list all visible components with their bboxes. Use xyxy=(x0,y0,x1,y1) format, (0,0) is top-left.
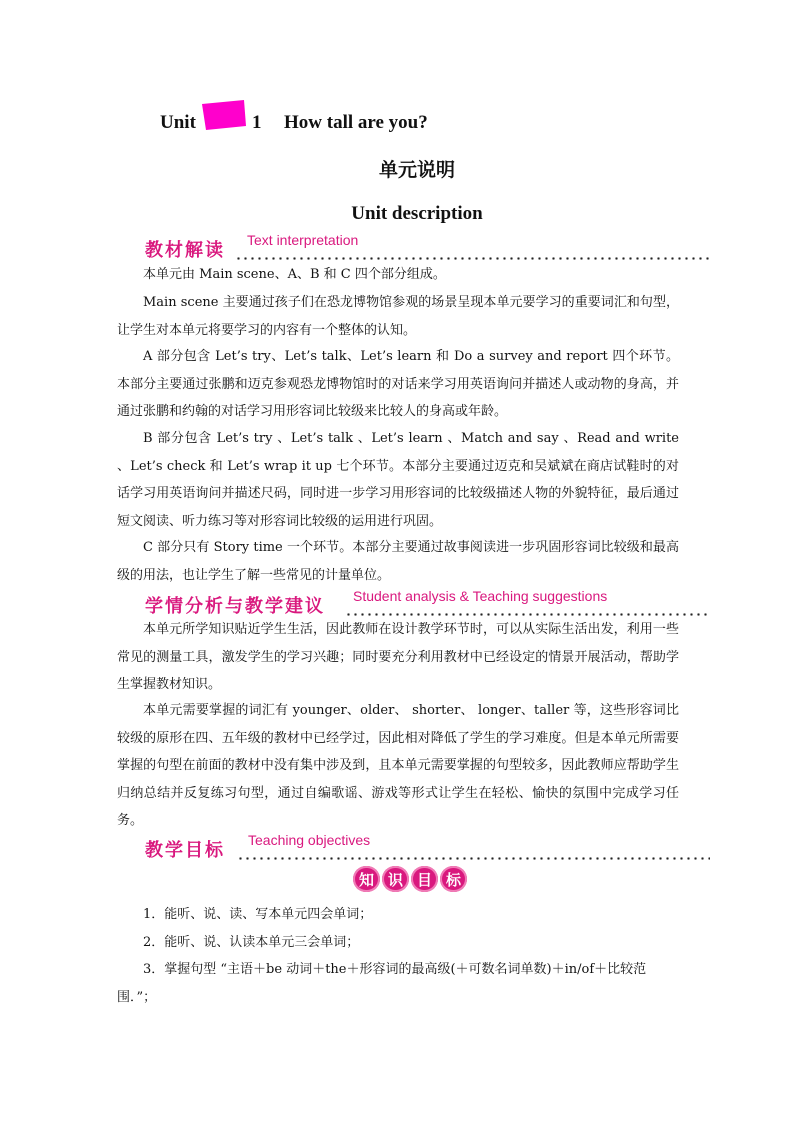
section-title-en: Student analysis & Teaching suggestions xyxy=(353,588,608,604)
badge-char: 目 xyxy=(411,866,438,892)
unit-title-text: How tall are you? xyxy=(284,112,428,133)
objective-item: 2．能听、说、认读本单元三会单词； xyxy=(143,935,360,950)
paragraph: B 部分包含 Let’s try 、Let’s talk 、Let’s learn 、Match and say 、Read and write 、Let’s check 和 Let’s wrap it up 七个环节。本部分主要通过迈克和吴斌斌在商店试鞋时的对话学习用英语询问并描述尺码，同时进一步学习用形容词的比较级描述人物的外貌特征，最后通过短文阅读、听力练习等对形容词比较级的运用进行巩固。 xyxy=(117,431,679,529)
page-title-cn: 单元说明 xyxy=(378,159,455,181)
badge-char: 知 xyxy=(353,866,380,892)
section-title-en: Text interpretation xyxy=(247,232,359,248)
section-title-en: Teaching objectives xyxy=(248,832,371,848)
badge-char: 识 xyxy=(382,866,409,892)
paragraph: 本单元由 Main scene、A、B 和 C 四个部分组成。 xyxy=(143,267,446,282)
unit-word: Unit xyxy=(160,112,196,133)
section-header-text-interpretation xyxy=(145,232,710,264)
section-header-teaching-objectives xyxy=(145,832,710,864)
badge-char: 标 xyxy=(440,866,467,892)
paragraph: 本单元需要掌握的词汇有 younger、older、 shorter、 longer、taller 等，这些形容词比较级的原形在四、五年级的教材中已经学过，因此相对降低了学生的学习难度。但是本单元所需要掌握的句型在前面的教材中没有集中涉及到，且本单元需要掌握的句型较多，因此教师应帮助学生归纳总结并反复练习句型，通过自编歌谣、游戏等形式让学生在轻松、愉快的氛围中完成学习任务。 xyxy=(117,703,679,828)
dotted-divider xyxy=(235,257,710,260)
objective-item: 1．能听、说、读、写本单元四会单词； xyxy=(143,907,373,922)
section-title-cn: 教材解读 xyxy=(145,240,225,261)
unit-number-badge-shape xyxy=(200,98,248,130)
knowledge-objectives-badge xyxy=(353,866,467,894)
paragraph: 本单元所学知识贴近学生生活，因此教师在设计教学环节时，可以从实际生活出发，利用一些常见的测量工具，激发学生的学习兴趣；同时要充分利用教材中已经设定的情景开展活动，帮助学生掌握教材知识。 xyxy=(117,622,679,692)
paragraph: C 部分只有 Story time 一个环节。本部分主要通过故事阅读进一步巩固形容词比较级和最高级的用法，也让学生了解一些常见的计量单位。 xyxy=(117,540,679,583)
page-title-en: Unit description xyxy=(351,203,483,224)
section-title-cn: 学情分析与教学建议 xyxy=(145,596,325,617)
dotted-divider xyxy=(237,857,710,860)
paragraph: Main scene 主要通过孩子们在恐龙博物馆参观的场景呈现本单元要学习的重要词汇和句型，让学生对本单元将要学习的内容有一个整体的认知。 xyxy=(117,295,679,338)
section-title-cn: 教学目标 xyxy=(145,840,225,861)
objective-item: 3．掌握句型 “主语＋be 动词＋the＋形容词的最高级(＋可数名词单数)＋in/of＋比较范围．”； xyxy=(117,962,647,1005)
paragraph: A 部分包含 Let’s try、Let’s talk、Let’s learn 和 Do a survey and report 四个环节。本部分主要通过张鹏和迈克参观恐龙博物馆时的对话来学习用英语询问并描述人或动物的身高，并通过张鹏和约翰的对话学习用形容词比较级来比较人的身高或年龄。 xyxy=(117,349,679,419)
unit-number: 1 xyxy=(252,112,262,133)
